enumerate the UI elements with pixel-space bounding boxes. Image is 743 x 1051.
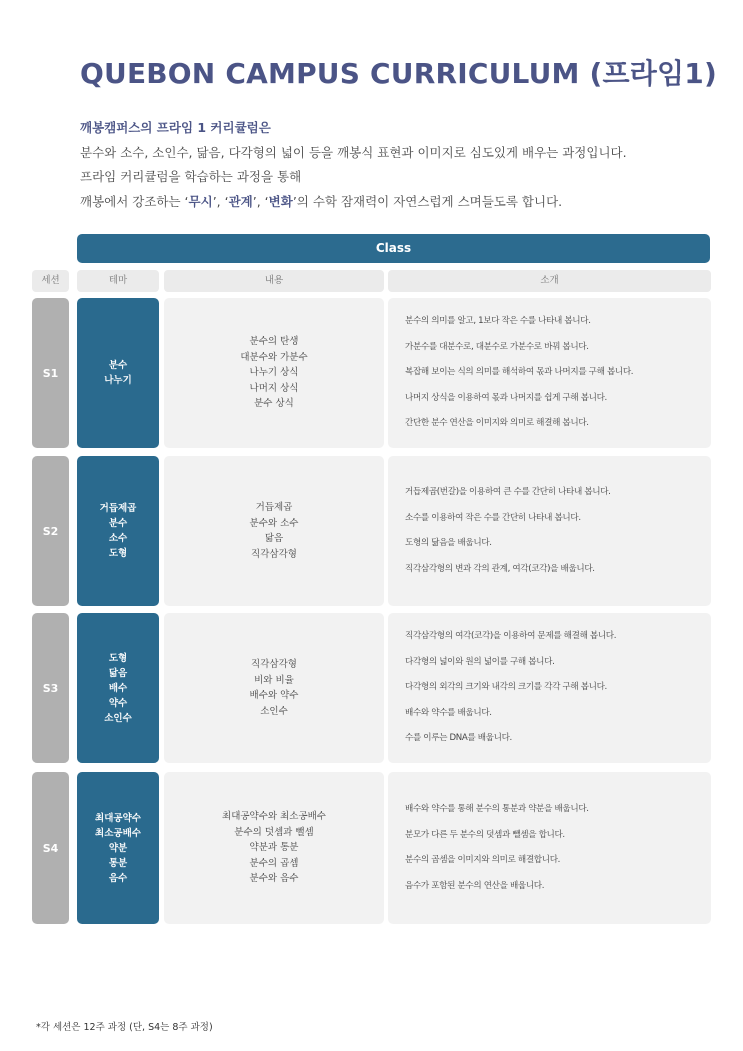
content-item: 닮음	[264, 533, 284, 544]
content-item: 최대공약수와 최소공배수	[222, 811, 326, 823]
content-item: 분수의 곱셈	[249, 857, 299, 869]
intro-line-3: 프라임 커리큘럼을 학습하는 과정을 통해	[80, 169, 302, 184]
content-item: 분수와 소수	[249, 517, 299, 529]
content-item: 직각삼각형	[251, 548, 297, 560]
session-row-s2	[32, 456, 712, 606]
theme-cell	[77, 298, 159, 448]
footnote: *각 세션은 12주 과정 (단, S4는 8주 과정)	[36, 1022, 213, 1033]
theme-item: 약수	[108, 697, 128, 709]
description-cell	[388, 772, 711, 924]
content-item: 분수와 음수	[249, 873, 299, 885]
column-header-theme: 테마	[77, 270, 159, 292]
theme-cell	[77, 772, 159, 924]
description-item: 다각형의 넓이와 원의 넓이를 구해 봅니다.	[405, 656, 555, 667]
column-header-intro: 소개	[388, 270, 711, 292]
theme-cell	[77, 613, 159, 763]
description-item: 배수와 약수를 배웁니다.	[405, 707, 492, 718]
theme-item: 최대공약수	[95, 812, 141, 824]
content-item: 나누기 상식	[249, 367, 299, 379]
intro-line-1: 깨봉캠퍼스의 프라임 1 커리큘럼은	[80, 120, 271, 135]
description-item: 배수와 약수를 통해 분수의 통분과 약분을 배웁니다.	[405, 804, 589, 814]
intro-line-4-pre: 깨봉에서 강조하는 ‘	[80, 193, 189, 209]
content-item: 소인수	[260, 705, 288, 717]
content-cell	[164, 298, 384, 448]
theme-item: 분수	[108, 518, 128, 529]
description-item: 수를 이루는 DNA를 배웁니다.	[405, 733, 512, 744]
column-header-content: 내용	[164, 270, 384, 292]
session-label: S2	[32, 456, 69, 606]
content-item: 대분수와 가분수	[240, 351, 308, 363]
description-item: 도형의 닮음을 배웁니다.	[405, 538, 492, 548]
description-item: 복잡해 보이는 식의 의미를 해석하여 몫과 나머지를 구해 봅니다.	[405, 367, 634, 378]
page-title: QUEBON CAMPUS CURRICULUM (프라임1)	[80, 57, 717, 90]
description-item: 간단한 분수 연산을 이미지와 의미로 해결해 봅니다.	[405, 418, 589, 429]
description-item: 음수가 포함된 분수의 연산을 배웁니다.	[405, 880, 545, 891]
theme-item: 도형	[108, 548, 128, 559]
content-item: 거듭제곱	[255, 502, 293, 513]
column-header-session: 세션	[32, 270, 69, 292]
theme-item: 소인수	[104, 712, 132, 724]
session-row-s1	[32, 298, 712, 448]
theme-item: 배수	[108, 682, 128, 694]
description-item: 다각형의 외각의 크기와 내각의 크기를 각각 구해 봅니다.	[405, 682, 607, 693]
intro-line-4-post: ’의 수학 잠재력이 자연스럽게 스며들도록 합니다.	[292, 193, 563, 209]
description-item: 직각삼각형의 여각(코각)을 이용하여 문제를 해결해 봅니다.	[405, 631, 617, 642]
content-item: 약분과 통분	[249, 842, 299, 854]
content-item: 직각삼각형	[251, 659, 297, 670]
content-item: 분수 상식	[254, 398, 294, 410]
content-cell	[164, 456, 384, 606]
session-row-s4	[32, 772, 712, 924]
theme-cell	[77, 456, 159, 606]
description-item: 소수를 이용하여 작은 수를 간단히 나타내 봅니다.	[405, 512, 581, 523]
content-item: 배수와 약수	[249, 690, 299, 701]
keyword-change: 변화	[268, 193, 293, 209]
content-item: 분수의 덧셈과 뺄셈	[234, 826, 314, 838]
theme-item: 음수	[108, 872, 128, 884]
theme-item: 약분	[108, 842, 128, 854]
keyword-relation: 관계	[228, 193, 253, 209]
description-cell	[388, 298, 711, 448]
session-label: S4	[32, 772, 69, 924]
description-item: 분수의 곱셈을 이미지와 의미로 해결합니다.	[405, 855, 561, 865]
description-cell	[388, 456, 711, 606]
intro-sep-1: ’, ‘	[212, 193, 229, 209]
session-label: S3	[32, 613, 69, 763]
description-item: 거듭제곱(번갈)을 이용하여 큰 수를 간단히 나타내 봅니다.	[405, 487, 611, 497]
description-item: 분모가 다른 두 분수의 덧셈과 뺄셈을 합니다.	[405, 829, 565, 840]
class-header-bar: Class	[77, 234, 710, 263]
theme-item: 분수	[108, 360, 128, 371]
content-cell	[164, 772, 384, 924]
theme-item: 소수	[108, 533, 128, 544]
theme-item: 도형	[108, 652, 128, 664]
intro-line-4	[80, 190, 627, 215]
intro-sep-2: ’, ‘	[252, 193, 269, 209]
theme-item: 통분	[108, 857, 128, 869]
theme-item: 나누기	[104, 375, 132, 386]
intro-line-2: 분수와 소수, 소인수, 닮음, 다각형의 넓이 등을 깨봉식 표현과 이미지로 심도있게 배우는 과정입니다.	[80, 144, 627, 160]
intro-text	[80, 116, 627, 214]
description-item: 가분수를 대분수로, 대분수로 가분수로 바꿔 봅니다.	[405, 341, 589, 352]
content-item: 분수의 탄생	[249, 336, 299, 348]
description-item: 분수의 의미를 알고, 1보다 작은 수를 나타내 봅니다.	[405, 316, 591, 327]
description-cell	[388, 613, 711, 763]
keyword-ignore: 무시	[188, 193, 213, 209]
content-cell	[164, 613, 384, 763]
content-item: 나머지 상식	[249, 382, 299, 394]
theme-item: 거듭제곱	[99, 503, 137, 514]
session-label: S1	[32, 298, 69, 448]
theme-item: 닮음	[108, 667, 128, 679]
description-item: 직각삼각형의 변과 각의 관계, 여각(코각)을 배웁니다.	[405, 563, 595, 574]
session-row-s3	[32, 613, 712, 763]
theme-item: 최소공배수	[95, 827, 141, 839]
content-item: 비와 비율	[254, 674, 294, 686]
description-item: 나머지 상식을 이용하여 몫과 나머지를 쉽게 구해 봅니다.	[405, 392, 607, 403]
